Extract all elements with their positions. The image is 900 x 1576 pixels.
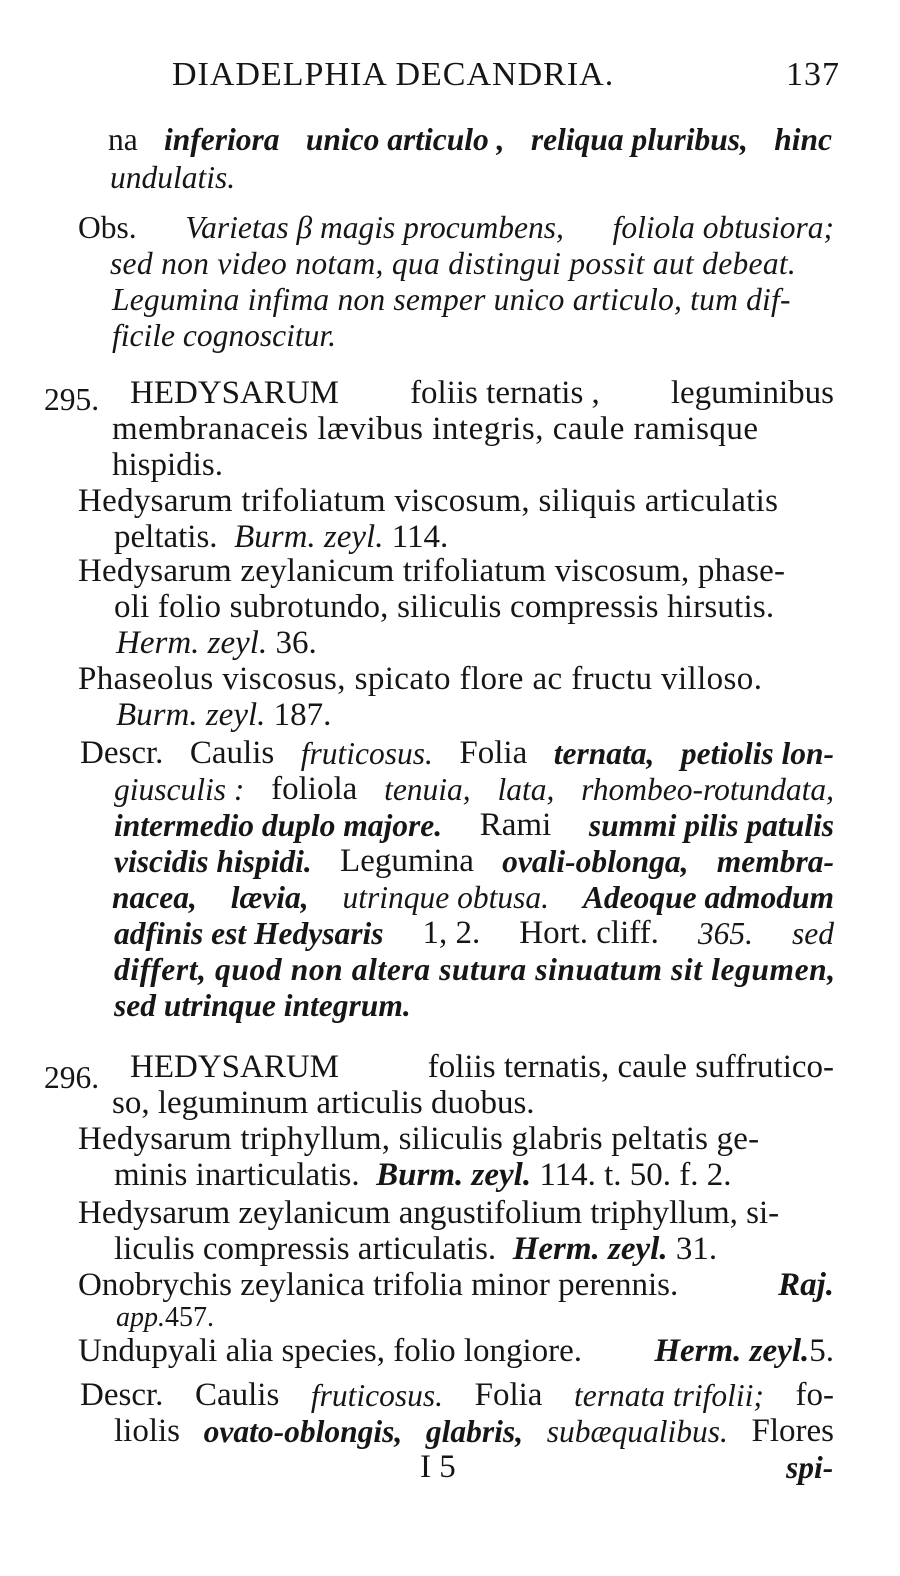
description-295-line-5: nacea, lævia, utrinque obtusa. Adeoque admodum: [112, 880, 834, 915]
genus-name: HEDYSARUM: [130, 1049, 340, 1085]
synonym-296-1: Hedysarum triphyllum, siliculis glabris peltatis ge-: [78, 1121, 760, 1157]
genus-name: HEDYSARUM: [130, 375, 340, 411]
running-header: [172, 57, 840, 92]
description-296-line-2: liolis ovato-oblongis, glabris, subæqualibus. Flores: [114, 1413, 834, 1449]
entry-number-296: 296.: [44, 1060, 100, 1095]
synonym-295-2: Hedysarum zeylanicum trifoliatum viscosum, phase-: [78, 553, 786, 589]
cont-line-2: undulatis.: [110, 160, 236, 195]
synonym-296-4: Undupyali alia species, folio longiore. Herm. zeyl.5.: [78, 1333, 834, 1369]
signature-mark: I 5: [420, 1449, 456, 1485]
page-number: 137: [786, 56, 840, 93]
synonym-295-2-cont: oli folio subrotundo, siliculis compressis hirsutis.: [114, 589, 775, 625]
description-295-line-6: adfinis est Hedysaris 1, 2. Hort. cliff. 365. sed: [114, 915, 834, 951]
description-295-line-1: Descr. Caulis fruticosus. Folia ternata, petiolis lon-: [80, 735, 834, 771]
description-295-line-2: giusculis : foliola tenuia, lata, rhombeo-rotundata,: [114, 771, 834, 807]
description-295-line-8: sed utrinque integrum.: [114, 988, 411, 1023]
description-295-line-4: viscidis hispidi. Legumina ovali-oblonga, membra-: [114, 843, 834, 879]
description-295-line-7: differt, quod non altera sutura sinuatum sit legumen,: [114, 952, 836, 987]
synonym-296-2-ref: liculis compressis articulatis. Herm. zeyl. 31.: [114, 1231, 718, 1267]
synonym-295-1: Hedysarum trifoliatum viscosum, siliquis articulatis: [78, 483, 779, 519]
page-title: DIADELPHIA DECANDRIA.: [172, 56, 615, 93]
synonym-296-1-ref: minis inarticulatis. Burm. zeyl. 114. t. 50. f. 2.: [114, 1157, 732, 1193]
synonym-295-2-ref: Herm. zeyl. 36.: [116, 625, 317, 661]
description-296-line-1: Descr. Caulis fruticosus. Folia ternata trifolii; fo-: [80, 1377, 834, 1413]
diagnosis-296-line-2: so, leguminum articulis duobus.: [112, 1085, 535, 1121]
synonym-296-3: Onobrychis zeylanica trifolia minor perennis. Raj.: [78, 1267, 834, 1303]
synonym-295-1-ref: peltatis. Burm. zeyl. 114.: [114, 519, 449, 555]
observation-line-1: Obs. Varietas β magis procumbens, foliola obtusiora;: [78, 210, 834, 245]
synonym-295-3-ref: Burm. zeyl. 187.: [116, 697, 332, 733]
diagnosis-295-line-2: membranaceis lævibus integris, caule ramisque: [112, 411, 759, 447]
observation-line-2: sed non video notam, qua distingui possit aut debeat.: [110, 246, 797, 281]
diagnosis-295-line-3: hispidis.: [112, 447, 223, 483]
catchword: spi-: [786, 1450, 834, 1485]
synonym-296-3-ref: app.457.: [116, 1302, 214, 1333]
description-295-line-3: intermedio duplo majore. Rami summi pilis patulis: [114, 807, 834, 843]
diagnosis-296-line-1: HEDYSARUM foliis ternatis, caule suffrutico-: [130, 1049, 834, 1085]
cont-line-1: na inferiora unico articulo , reliqua pluribus, hinc: [108, 122, 832, 157]
diagnosis-295-line-1: HEDYSARUM foliis ternatis , leguminibus: [130, 375, 834, 411]
synonym-295-3: Phaseolus viscosus, spicato flore ac fructu villoso.: [78, 661, 763, 697]
observation-line-3: Legumina infima non semper unico articulo, tum dif-: [112, 282, 791, 317]
observation-line-4: ficile cognoscitur.: [112, 318, 336, 353]
entry-number-295: 295.: [44, 382, 100, 417]
observation-label: Obs.: [78, 210, 137, 245]
synonym-296-2: Hedysarum zeylanicum angustifolium triphyllum, si-: [78, 1195, 780, 1231]
